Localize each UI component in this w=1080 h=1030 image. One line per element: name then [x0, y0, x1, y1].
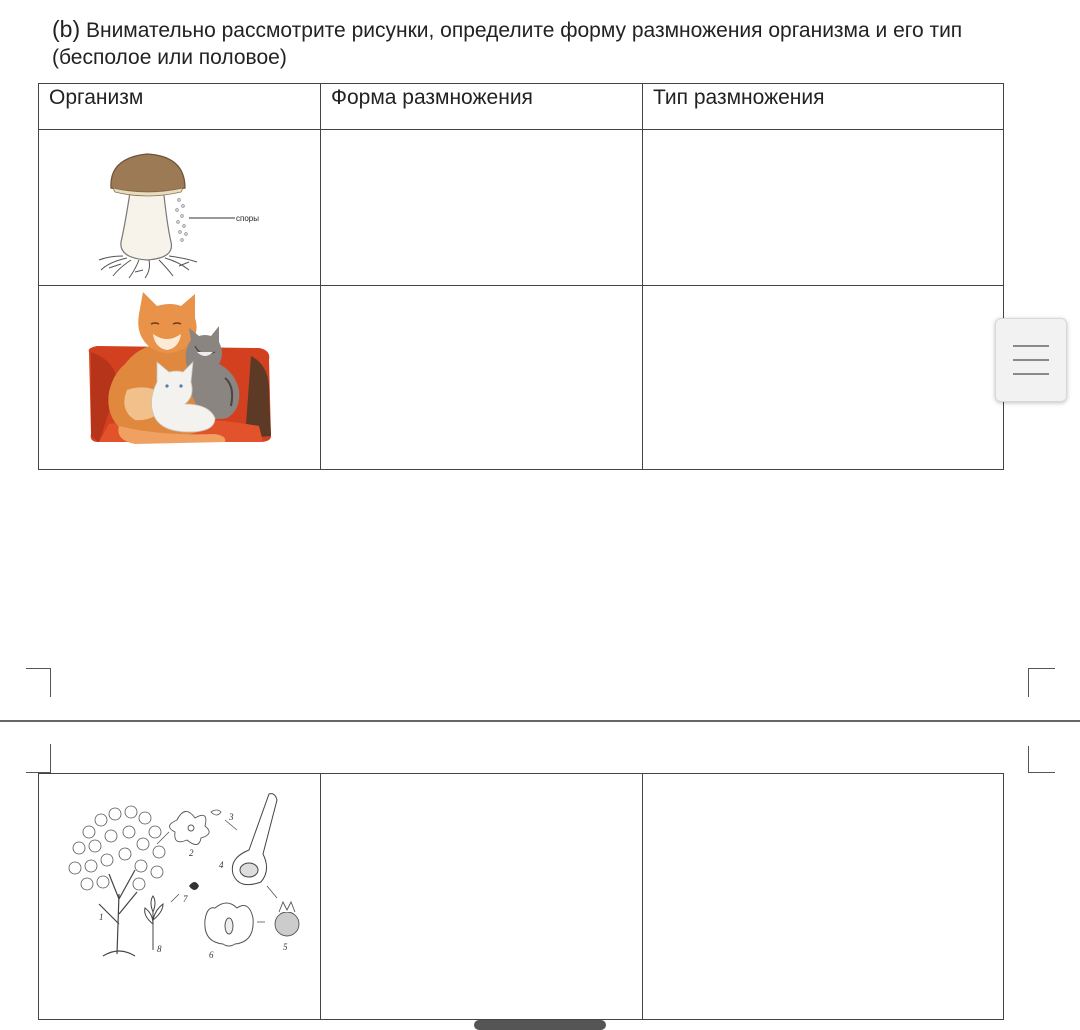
- stage-number: 1: [99, 912, 104, 922]
- answer-form-cell[interactable]: [321, 286, 643, 470]
- header-organism: Организм: [39, 84, 321, 130]
- stage-number: 8: [157, 944, 162, 954]
- answer-form-cell[interactable]: [321, 774, 643, 1020]
- stage-number: 4: [219, 860, 224, 870]
- stage-number: 2: [189, 848, 194, 858]
- stage-number: 6: [209, 950, 214, 960]
- mushroom-illustration: [39, 130, 321, 280]
- answer-type-cell[interactable]: [643, 130, 1004, 286]
- cats-illustration: [39, 286, 321, 464]
- cats-cell: [39, 286, 321, 470]
- answer-form-cell[interactable]: [321, 130, 643, 286]
- header-reproduction-type: Тип размножения: [643, 84, 1004, 130]
- spores-label: споры: [236, 214, 259, 223]
- question-text: [52, 16, 1042, 71]
- table-row: [39, 286, 1004, 470]
- handle-line: [1013, 373, 1049, 375]
- question-body: Внимательно рассмотрите рисунки, определите форму размножения организма и его тип (бесполое или половое): [52, 19, 963, 69]
- reproduction-table-continued: [38, 773, 1004, 1020]
- answer-type-cell[interactable]: [643, 286, 1004, 470]
- handle-line: [1013, 359, 1049, 361]
- crop-mark: [26, 744, 51, 773]
- home-indicator[interactable]: [474, 1020, 606, 1030]
- crop-mark: [26, 668, 51, 697]
- table-row: [39, 130, 1004, 286]
- stage-number: 7: [183, 894, 188, 904]
- crop-mark: [1028, 746, 1055, 773]
- stage-number: 5: [283, 942, 288, 952]
- tree-cycle-cell: [39, 774, 321, 1020]
- question-label: (b): [52, 16, 81, 42]
- scroll-handle[interactable]: [995, 318, 1067, 402]
- page-divider: [0, 720, 1080, 722]
- crop-mark: [1028, 668, 1055, 697]
- reproduction-table: [38, 83, 1004, 470]
- header-reproduction-form: Форма размножения: [321, 84, 643, 130]
- stage-number: 3: [229, 812, 234, 822]
- table-row: [39, 774, 1004, 1020]
- answer-type-cell[interactable]: [643, 774, 1004, 1020]
- table-header-row: [39, 84, 1004, 130]
- handle-line: [1013, 345, 1049, 347]
- mushroom-cell: [39, 130, 321, 286]
- apple-tree-cycle-illustration: [39, 774, 321, 1014]
